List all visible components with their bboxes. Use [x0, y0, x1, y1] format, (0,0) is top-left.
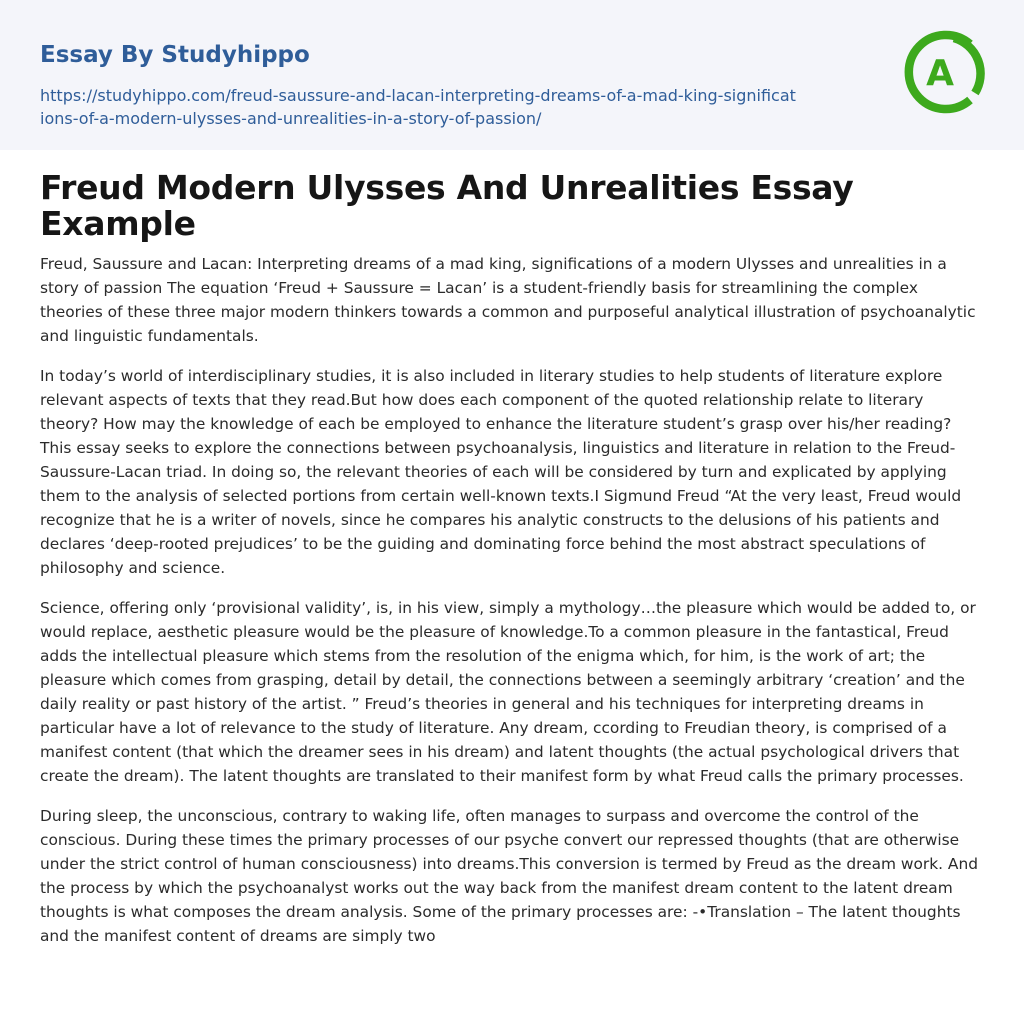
logo-letter: A — [926, 53, 954, 94]
site-header — [0, 0, 1024, 150]
site-brand[interactable]: Essay By Studyhippo — [40, 42, 310, 68]
article-paragraph: In today’s world of interdisciplinary studies, it is also included in literary studies to help students of literature explore relevant aspects of texts that they read.But how does each component of the quoted relationship relate to literary theory? How may the knowledge of each be employed to enhance the literature student’s grasp over his/her reading? This essay seeks to explore the connections between psychoanalysis, linguistics and literature in relation to the Freud-Saussure-Lacan triad. In doing so, the relevant theories of each will be considered by turn and explicated by applying them to the analysis of selected portions from certain well-known texts.I Sigmund Freud “At the very least, Freud would recognize that he is a writer of novels, since he compares his analytic constructs to the delusions of his patients and declares ‘deep-rooted prejudices’ to be the guiding and dominating force behind the most abstract speculations of philosophy and science. — [40, 367, 962, 577]
article-paragraph: Science, offering only ‘provisional validity’, is, in his view, simply a mythology…the pleasure which would be added to, or would replace, aesthetic pleasure would be the pleasure of knowledge.To a common pleasure in the fantastical, Freud adds the intellectual pleasure which stems from the resolution of the enigma which, for him, is the work of art; the pleasure which comes from grasping, detail by detail, the connections between a seemingly arbitrary ‘creation’ and the daily reality or past history of the artist. ” Freud’s theories in general and his techniques for interpreting dreams in particular have a lot of relevance to the study of literature. Any dream, ccording to Freudian theory, is comprised of a manifest content (that which the dreamer sees in his dream) and latent thoughts (the actual psychological drivers that create the dream). The latent thoughts are translated to their manifest form by what Freud calls the primary processes. — [40, 599, 976, 785]
essay-url-link[interactable]: https://studyhippo.com/freud-saussure-and-lacan-interpreting-dreams-of-a-mad-king-significations-of-a-modern-ulysses-and-unrealities-in-a-story-of-passion/ — [40, 86, 796, 128]
article-title: Freud Modern Ulysses And Unrealities Essay Example — [40, 168, 854, 243]
article-paragraph: During sleep, the unconscious, contrary to waking life, often manages to surpass and overcome the control of the conscious. During these times the primary processes of our psyche convert our repressed thoughts (that are otherwise under the strict control of human consciousness) into dreams.This conversion is termed by Freud as the dream work. And the process by which the psychoanalyst works out the way back from the manifest dream content to the latent dream thoughts is what composes the dream analysis. Some of the primary processes are: -•Translation – The latent thoughts and the manifest content of dreams are simply two — [40, 807, 978, 945]
article-body — [0, 170, 1024, 948]
article-paragraph: Freud, Saussure and Lacan: Interpreting dreams of a mad king, significations of a modern Ulysses and unrealities in a story of passion The equation ‘Freud + Saussure = Lacan’ is a student-friendly basis for streamlining the complex theories of these three major modern thinkers towards a common and purposeful analytical illustration of psychoanalytic and linguistic fundamentals. — [40, 255, 976, 345]
studyhippo-logo-icon[interactable] — [902, 26, 992, 118]
